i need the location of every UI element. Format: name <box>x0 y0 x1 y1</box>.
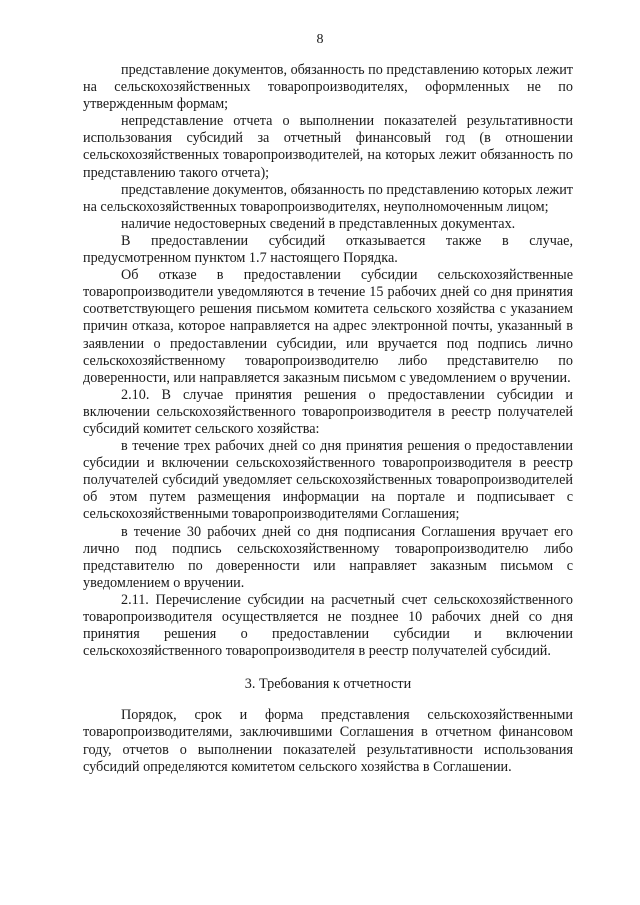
paragraph: непредставление отчета о выполнении показателей результативности использования субсидий за отчетный финансовый год (в отношении сельскохозяйственных товаропроизводителей, на которых лежит обязанность по представлению такого отчета); <box>83 113 573 181</box>
paragraph: 2.11. Перечисление субсидии на расчетный счет сельскохозяйственного товаропроизводителя осуществляется не позднее 10 рабочих дней со дня принятия решения о предоставлении субсидии и включении сельскохозяйственного товаропроизводителя в реестр получателей субсидий. <box>83 591 573 660</box>
document-body <box>83 62 573 776</box>
page-number: 8 <box>316 32 324 47</box>
paragraph: В предоставлении субсидий отказывается также в случае, предусмотренном пунктом 1.7 настоящего Порядка. <box>83 232 573 267</box>
paragraph: Об отказе в предоставлении субсидии сельскохозяйственные товаропроизводители уведомляются в течение 15 рабочих дней со дня принятия соответствующего решения письмом комитета сельского хозяйства с указанием причин отказа, которое направляется на адрес электронной почты, указанный в заявлении о предоставлении субсидии, или вручается под подпись лично сельскохозяйственному товаропроизводителю либо представителю по доверенности, или направляется заказным письмом с уведомлением о вручении. <box>83 267 573 386</box>
paragraph: в течение 30 рабочих дней со дня подписания Соглашения вручает его лично под подпись сельскохозяйственному товаропроизводителю либо представителю по доверенности или направляет заказным письмом с уведомлением о вручении. <box>83 523 573 591</box>
paragraph: 2.10. В случае принятия решения о предоставлении субсидии и включении сельскохозяйственного товаропроизводителя в реестр получателей субсидий комитет сельского хозяйства: <box>83 386 573 437</box>
paragraph: наличие недостоверных сведений в представленных документах. <box>121 215 516 232</box>
paragraph: в течение трех рабочих дней со дня принятия решения о предоставлении субсидии и включении сельскохозяйственного товаропроизводителя в реестр получателей субсидий уведомляет сельскохозяйственных товаропроизводителей об этом путем размещения информации на портале и подписывает с сельскохозяйственными товаропроизводителями Соглашения; <box>83 438 573 523</box>
paragraph: Порядок, срок и форма представления сельскохозяйственными товаропроизводителями, заключившими Соглашения в отчетном финансовом году, отчетов о выполнении показателей результативности использования субсидий определяются комитетом сельского хозяйства в Соглашении. <box>83 707 573 775</box>
paragraph: представление документов, обязанность по представлению которых лежит на сельскохозяйственных товаропроизводителях, неуполномоченным лицом; <box>83 181 573 215</box>
paragraph: представление документов, обязанность по представлению которых лежит на сельскохозяйственных товаропроизводителях, оформленных не по утвержденным формам; <box>83 62 573 113</box>
section-heading: 3. Требования к отчетности <box>244 676 412 693</box>
